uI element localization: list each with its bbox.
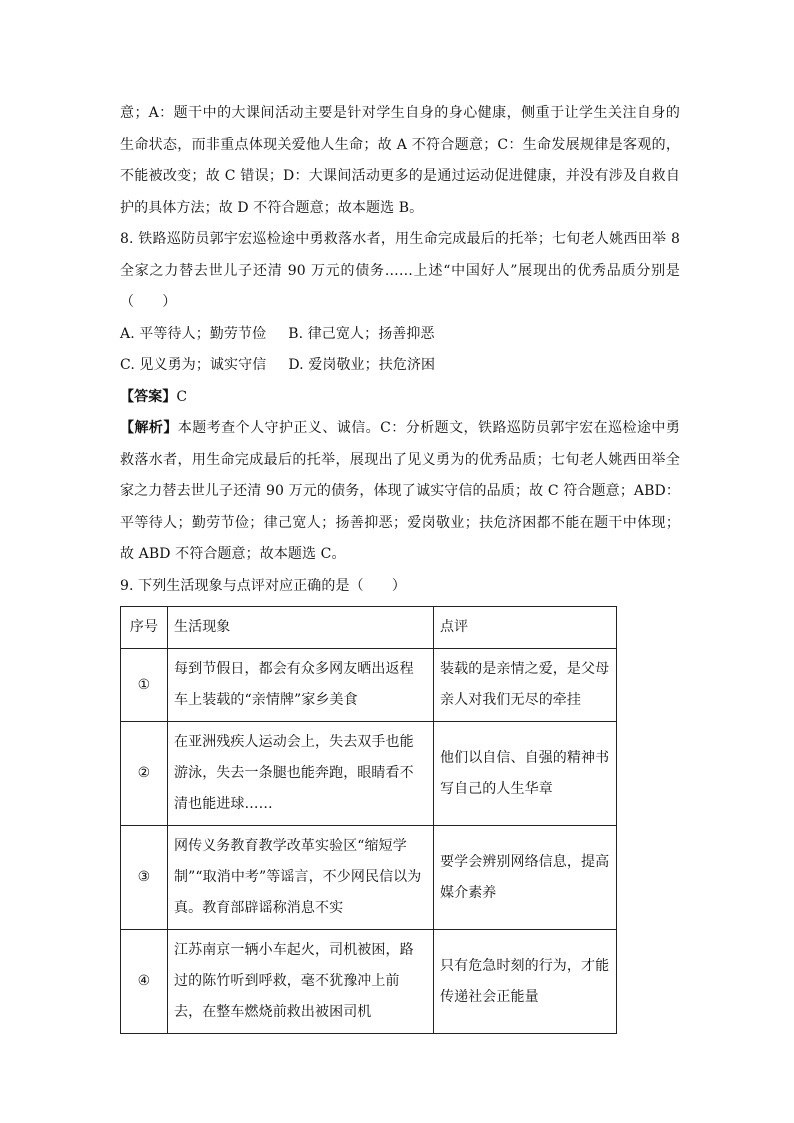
analysis-tag: 【解析】 [120, 420, 178, 436]
header-phenomenon: 生活现象 [168, 607, 434, 649]
q8-option-d: D. 爱岗敬业；扶危济困 [288, 357, 436, 373]
row-comment: 要学会辨别网络信息，提高媒介素养 [434, 826, 617, 930]
q8-answer-line [120, 382, 680, 414]
row-comment: 他们以自信、自强的精神书写自己的人生华章 [434, 722, 617, 826]
table-row [121, 722, 617, 826]
q8-analysis [120, 413, 680, 571]
row-comment: 装载的是亲情之爱，是父母亲人对我们无尽的牵挂 [434, 649, 617, 722]
q8-option-a: A. 平等待人；勤劳节俭 [120, 325, 267, 342]
row-phenomenon: 在亚洲残疾人运动会上，失去双手也能游泳，失去一条腿也能奔跑，眼睛看不清也能进球…… [168, 722, 434, 826]
row-phenomenon: 网传义务教育教学改革实验区“缩短学制”“取消中考”等谣言，不少网民信以为真。教育部辟谣称消息不实 [168, 826, 434, 930]
header-index: 序号 [121, 607, 168, 649]
q8-option-c: C. 见义勇为；诚实守信 [120, 357, 267, 373]
q9-table [120, 606, 617, 1034]
table-row [121, 649, 617, 722]
row-index: ① [121, 649, 168, 722]
question-9-stem: 9. 下列生活现象与点评对应正确的是（ ） [120, 577, 407, 594]
q8-answer: C [176, 388, 188, 405]
question-8-stem: 8. 铁路巡防员郭宇宏巡检途中勇救落水者，用生命完成最后的托举；七旬老人姚西田举 8 全家之力替去世儿子还清 90 万元的债务……上述“中国好人”展现出的优秀品质分别是（ ） [120, 231, 680, 310]
header-comment: 点评 [434, 607, 617, 649]
q8-option-b: B. 律己宽人；扬善抑恶 [288, 325, 435, 342]
row-index: ③ [121, 826, 168, 930]
q8-analysis-text: 本题考查个人守护正义、诚信。C：分析题文，铁路巡防员郭宇宏在巡检途中勇救落水者，用生命完成最后的托举，展现出了见义勇为的优秀品质；七旬老人姚西田举全家之力替去世儿子还清 90 万元的债务，体现了诚实守信的品质；故 C 符合题意；ABD：平等待人；勤劳节俭；律己宽人；扬善抑恶；爱岗敬业；扶危济困都不能在题干中体现；故 ABD 不符合题意；故本题选 C。 [120, 420, 680, 562]
table-row [121, 826, 617, 930]
row-index: ④ [121, 930, 168, 1034]
table-header-row [121, 607, 617, 649]
row-phenomenon: 每到节假日，都会有众多网友晒出返程车上装载的“亲情牌”家乡美食 [168, 649, 434, 722]
document-page [120, 98, 680, 1034]
row-index: ② [121, 722, 168, 826]
prev-analysis-paragraph: 意；A：题干中的大课间活动主要是针对学生自身的身心健康，侧重于让学生关注自身的生命状态，而非重点体现关爱他人生命；故 A 不符合题意；C：生命发展规律是客观的，不能被改变；故 C 错误；D：大课间活动更多的是通过运动促进健康，并没有涉及自救自护的具体方法；故 D 不符合题意；故本题选 B。 [120, 105, 680, 216]
q8-options-row-2 [120, 350, 680, 382]
table-row [121, 930, 617, 1034]
row-phenomenon: 江苏南京一辆小车起火，司机被困，路过的陈竹听到呼救，毫不犹豫冲上前去，在整车燃烧前救出被困司机 [168, 930, 434, 1034]
row-comment: 只有危急时刻的行为，才能传递社会正能量 [434, 930, 617, 1034]
q8-options-row-1 [120, 319, 680, 351]
answer-tag: 【答案】 [120, 388, 177, 405]
